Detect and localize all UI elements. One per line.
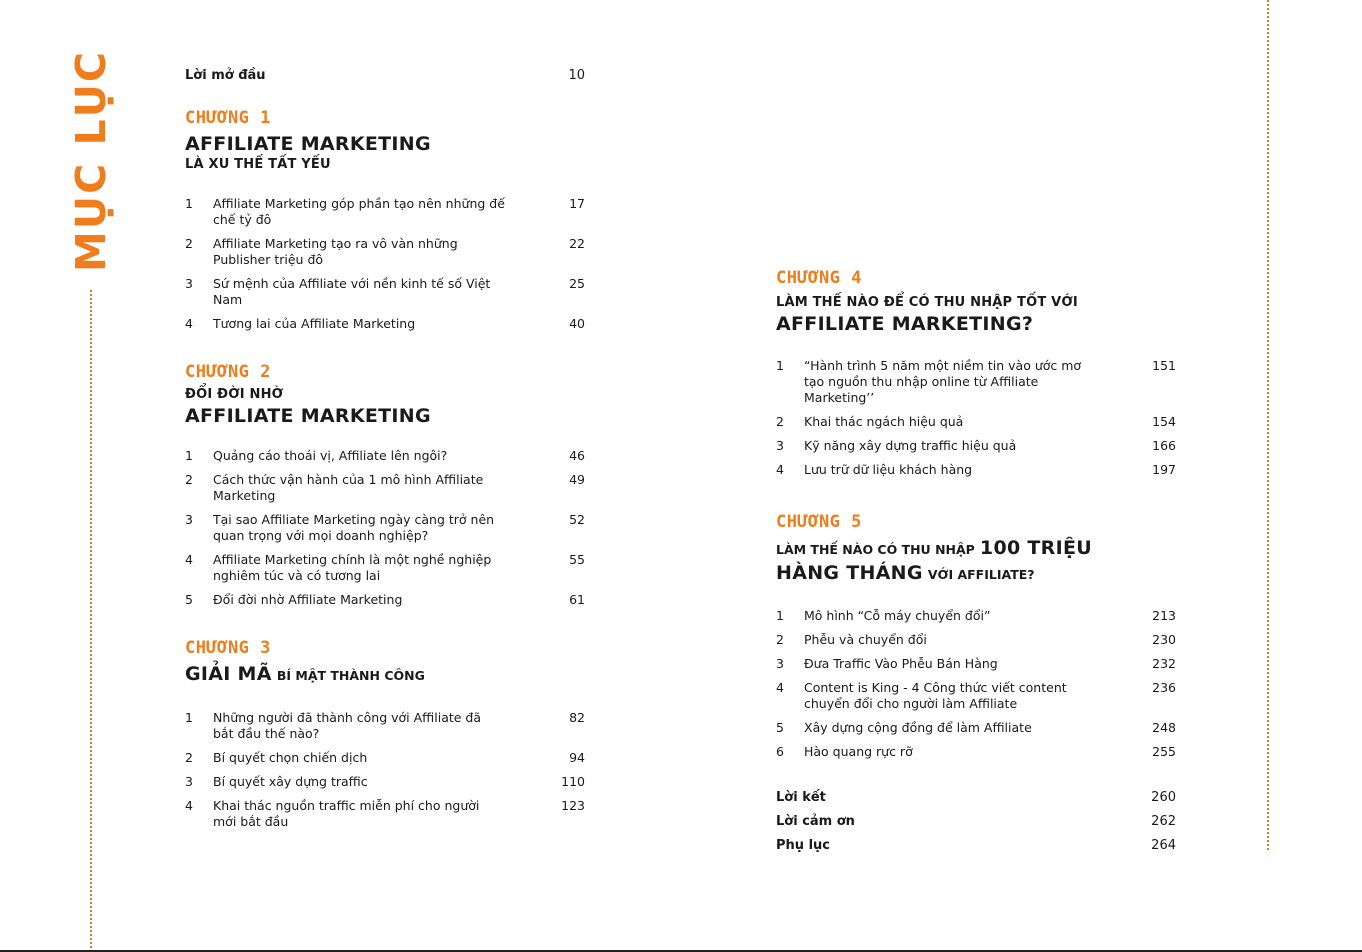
toc-item[interactable]: 1 Quảng cáo thoái vị, Affiliate lên ngôi? 46	[185, 448, 585, 463]
toc-item[interactable]: 4 Affiliate Marketing chính là một nghề nghiệp nghiêm túc và có tương lai 55	[185, 552, 585, 583]
toc-item[interactable]: 3 Sứ mệnh của Affiliate với nền kinh tế số Việt Nam 25	[185, 276, 585, 307]
chapter-label: CHƯƠNG 5	[776, 512, 862, 532]
toc-left-column	[185, 68, 585, 838]
closing-entry[interactable]: Lời kết 260	[776, 790, 1176, 805]
closing-entry[interactable]: Lời cảm ơn 262	[776, 814, 1176, 829]
chapter-3	[185, 638, 585, 830]
toc-item[interactable]: 3 Kỹ năng xây dựng traffic hiệu quả 166	[776, 438, 1176, 453]
toc-item[interactable]: 4 Khai thác nguồn traffic miễn phí cho người mới bắt đầu 123	[185, 798, 585, 829]
toc-item[interactable]: 2 Phễu và chuyển đổi 230	[776, 632, 1176, 647]
intro-page: 10	[568, 68, 585, 83]
chapter-title: LÀM THẾ NÀO CÓ THU NHẬP 100 TRIỆU HÀNG THÁNG VỚI AFFILIATE?	[776, 537, 1092, 584]
toc-right-column	[776, 268, 1176, 862]
chapter-5	[776, 512, 1176, 760]
toc-item[interactable]: 3 Bí quyết xây dựng traffic 110	[185, 774, 585, 789]
closing-entry[interactable]: Phụ lục 264	[776, 838, 1176, 853]
toc-item[interactable]: 5 Xây dựng cộng đồng để làm Affiliate 248	[776, 720, 1176, 735]
chapter-title: AFFILIATE MARKETING	[185, 405, 431, 427]
toc-item[interactable]: 5 Đổi đời nhờ Affiliate Marketing 61	[185, 592, 585, 607]
chapter-2	[185, 362, 585, 608]
toc-item[interactable]: 6 Hào quang rực rỡ 255	[776, 744, 1176, 759]
chapter-subtitle: ĐỔI ĐỜI NHỜ	[185, 387, 284, 402]
toc-item[interactable]: 3 Tại sao Affiliate Marketing ngày càng trở nên quan trọng với mọi doanh nghiệp? 52	[185, 512, 585, 543]
toc-item[interactable]: 4 Content is King - 4 Công thức viết content chuyển đổi cho người làm Affiliate 236	[776, 680, 1176, 711]
chapter-1	[185, 108, 585, 332]
chapter-label: CHƯƠNG 3	[185, 638, 271, 658]
chapter-title: GIẢI MÃ BÍ MẬT THÀNH CÔNG	[185, 663, 425, 685]
chapter-subtitle: LÀ XU THẾ TẤT YẾU	[185, 157, 331, 172]
toc-item[interactable]: 3 Đưa Traffic Vào Phễu Bán Hàng 232	[776, 656, 1176, 671]
chapter-label: CHƯƠNG 1	[185, 108, 271, 128]
intro-entry[interactable]	[185, 68, 585, 88]
toc-side-title: MỤC LỤC	[67, 50, 115, 272]
chapter-subtitle: LÀM THẾ NÀO ĐỂ CÓ THU NHẬP TỐT VỚI	[776, 295, 1078, 310]
chapter-label: CHƯƠNG 4	[776, 268, 862, 288]
toc-item[interactable]: 1 Những người đã thành công với Affiliate đã bắt đầu thế nào? 82	[185, 710, 585, 741]
intro-label: Lời mở đầu	[185, 68, 266, 83]
chapter-title: AFFILIATE MARKETING?	[776, 313, 1034, 335]
toc-item[interactable]: 2 Khai thác ngách hiệu quả 154	[776, 414, 1176, 429]
chapter-label: CHƯƠNG 2	[185, 362, 271, 382]
toc-item[interactable]: 1 “Hành trình 5 năm một niềm tin vào ước mơ tạo nguồn thu nhập online từ Affiliate Marketing’’ 151	[776, 358, 1176, 405]
toc-item[interactable]: 2 Cách thức vận hành của 1 mô hình Affiliate Marketing 49	[185, 472, 585, 503]
toc-item[interactable]: 4 Lưu trữ dữ liệu khách hàng 197	[776, 462, 1176, 477]
decorative-line-left	[90, 290, 92, 950]
closing-sections	[776, 790, 1176, 854]
toc-item[interactable]: 1 Affiliate Marketing góp phần tạo nên những đế chế tỷ đô 17	[185, 196, 585, 227]
toc-item[interactable]: 2 Bí quyết chọn chiến dịch 94	[185, 750, 585, 765]
toc-item[interactable]: 4 Tương lai của Affiliate Marketing 40	[185, 316, 585, 331]
decorative-line-right	[1267, 0, 1269, 850]
toc-item[interactable]: 2 Affiliate Marketing tạo ra vô vàn những Publisher triệu đô 22	[185, 236, 585, 267]
chapter-4	[776, 268, 1176, 478]
chapter-title: AFFILIATE MARKETING	[185, 133, 431, 155]
toc-item[interactable]: 1 Mô hình “Cỗ máy chuyển đổi” 213	[776, 608, 1176, 623]
